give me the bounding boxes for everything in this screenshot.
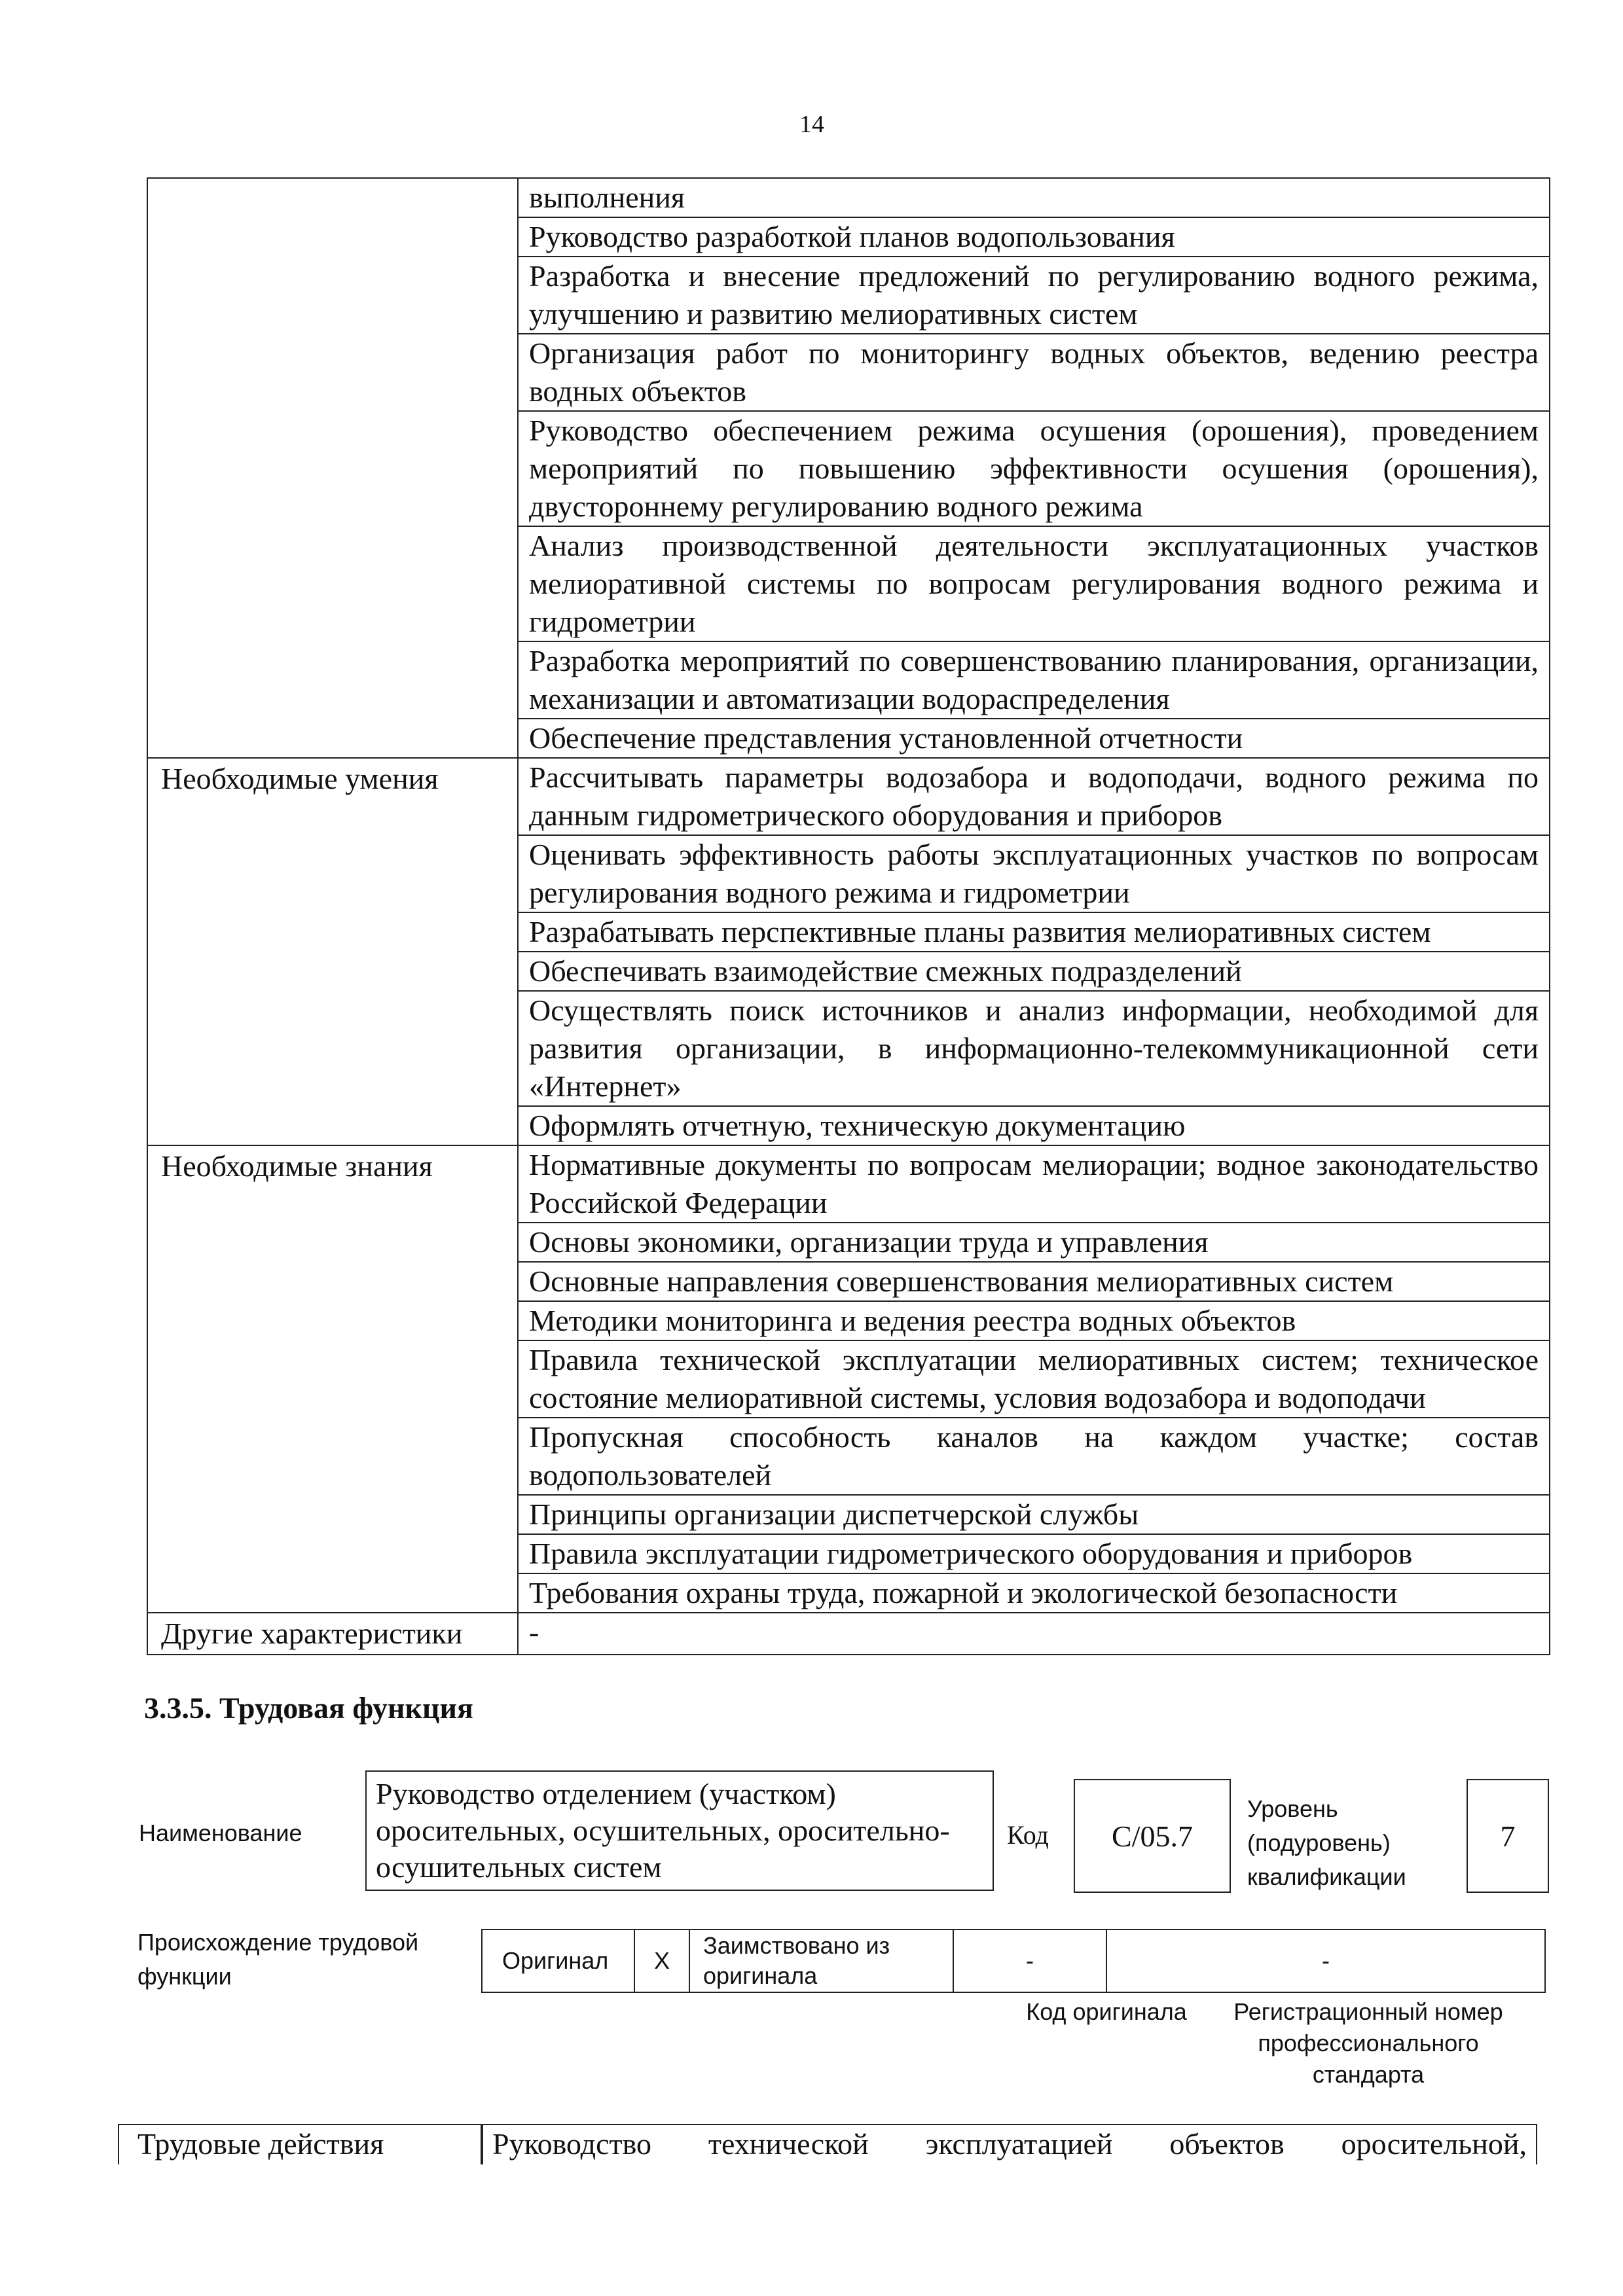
level-value: 7 [1467, 1779, 1549, 1893]
code-label: Код [1007, 1820, 1049, 1850]
row-label [147, 641, 518, 719]
row-item: Оформлять отчетную, техническую документацию [518, 1106, 1550, 1145]
origin-reg-value: - [1106, 1929, 1545, 1992]
row-item: Разрабатывать перспективные планы развития мелиоративных систем [518, 912, 1550, 952]
table-row [147, 758, 1550, 835]
row-label [147, 1106, 518, 1145]
origin-code-value: - [953, 1929, 1106, 1992]
row-label [147, 178, 518, 217]
row-item: Руководство разработкой планов водопользования [518, 217, 1550, 257]
row-item: Осуществлять поиск источников и анализ информации, необходимой для развития организации, в информационно-телекоммуникационной сети «Интернет» [518, 991, 1550, 1106]
table-row [147, 952, 1550, 991]
origin-mark: X [634, 1929, 689, 1992]
row-item: выполнения [518, 178, 1550, 217]
table-row [147, 257, 1550, 334]
row-label [147, 912, 518, 952]
row-label [147, 1340, 518, 1418]
row-label: Необходимые умения [147, 758, 518, 835]
origin-table [481, 1929, 1546, 1993]
origin-borrowed: Заимствовано из оригинала [689, 1929, 953, 1992]
table-row [147, 217, 1550, 257]
table-row [147, 1340, 1550, 1418]
code-value: C/05.7 [1074, 1779, 1231, 1893]
row-label [147, 719, 518, 758]
row-label [147, 1262, 518, 1301]
actions-label: Трудовые действия [118, 2124, 482, 2164]
table-row [147, 912, 1550, 952]
name-label: Наименование [139, 1820, 302, 1846]
requirements-table [147, 177, 1550, 1655]
row-item: Разработка и внесение предложений по регулированию водного режима, улучшению и развитию мелиоративных систем [518, 257, 1550, 334]
row-label [147, 1495, 518, 1534]
row-item: Анализ производственной деятельности эксплуатационных участков мелиоративной системы по вопросам регулирования водного режима и гидрометрии [518, 526, 1550, 641]
row-item: Обеспечение представления установленной отчетности [518, 719, 1550, 758]
row-item: Требования охраны труда, пожарной и экологической безопасности [518, 1573, 1550, 1613]
row-item: Методики мониторинга и ведения реестра водных объектов [518, 1301, 1550, 1340]
row-item: Правила технической эксплуатации мелиоративных систем; техническое состояние мелиоративной системы, условия водозабора и водоподачи [518, 1340, 1550, 1418]
row-label [147, 835, 518, 912]
row-label: Необходимые знания [147, 1145, 518, 1223]
row-label [147, 526, 518, 641]
row-item: Правила эксплуатации гидрометрического оборудования и приборов [518, 1534, 1550, 1573]
table-row [147, 1534, 1550, 1573]
table-row [147, 1573, 1550, 1613]
row-item: Принципы организации диспетчерской службы [518, 1495, 1550, 1534]
row-label [147, 411, 518, 526]
section-heading: 3.3.5. Трудовая функция [144, 1691, 473, 1725]
row-label [147, 1418, 518, 1495]
table-row [147, 1106, 1550, 1145]
row-label [147, 1301, 518, 1340]
table-row [147, 641, 1550, 719]
table-row [147, 1613, 1550, 1655]
table-row [147, 1495, 1550, 1534]
row-item: Оценивать эффективность работы эксплуатационных участков по вопросам регулирования водного режима и гидрометрии [518, 835, 1550, 912]
actions-first-item: Руководство технической эксплуатацией объектов оросительной, [482, 2124, 1537, 2164]
row-label [147, 1223, 518, 1262]
row-label [147, 1534, 518, 1573]
row-item: Пропускная способность каналов на каждом участке; состав водопользователей [518, 1418, 1550, 1495]
table-row [147, 1223, 1550, 1262]
caption-code: Код оригинала [1026, 1998, 1187, 2025]
table-row [147, 719, 1550, 758]
row-item: Обеспечивать взаимодействие смежных подразделений [518, 952, 1550, 991]
row-item: Основы экономики, организации труда и управления [518, 1223, 1550, 1262]
row-label [147, 1573, 518, 1613]
table-row [147, 178, 1550, 217]
page-number: 14 [799, 111, 824, 138]
row-item: Организация работ по мониторингу водных объектов, ведению реестра водных объектов [518, 334, 1550, 411]
table-row [147, 991, 1550, 1106]
origin-label: Происхождение трудовой функции [137, 1929, 419, 1990]
row-item: Руководство обеспечением режима осушения (орошения), проведением мероприятий по повышению эффективности осушения (орошения), двустороннему регулированию водного режима [518, 411, 1550, 526]
row-item: - [518, 1613, 1550, 1655]
table-row [147, 1418, 1550, 1495]
row-item: Рассчитывать параметры водозабора и водоподачи, водного режима по данным гидрометрического оборудования и приборов [518, 758, 1550, 835]
table-row [147, 1145, 1550, 1223]
row-label: Другие характеристики [147, 1613, 518, 1655]
table-row [147, 411, 1550, 526]
table-row [147, 835, 1550, 912]
table-row [147, 526, 1550, 641]
caption-reg: Регистрационный номер профессионального стандарта [1233, 1998, 1503, 2088]
row-item: Разработка мероприятий по совершенствованию планирования, организации, механизации и автоматизации водораспределения [518, 641, 1550, 719]
row-item: Нормативные документы по вопросам мелиорации; водное законодательство Российской Федерации [518, 1145, 1550, 1223]
table-row [147, 1262, 1550, 1301]
level-label: Уровень (подуровень) квалификации [1247, 1795, 1406, 1890]
row-item: Основные направления совершенствования мелиоративных систем [518, 1262, 1550, 1301]
row-label [147, 334, 518, 411]
table-row [147, 1301, 1550, 1340]
row-label [147, 991, 518, 1106]
row-label [147, 952, 518, 991]
row-label [147, 217, 518, 257]
table-row [147, 334, 1550, 411]
origin-original: Оригинал [482, 1929, 634, 1992]
name-value: Руководство отделением (участком) оросительных, осушительных, оросительно-осушительных систем [365, 1770, 994, 1891]
row-label [147, 257, 518, 334]
